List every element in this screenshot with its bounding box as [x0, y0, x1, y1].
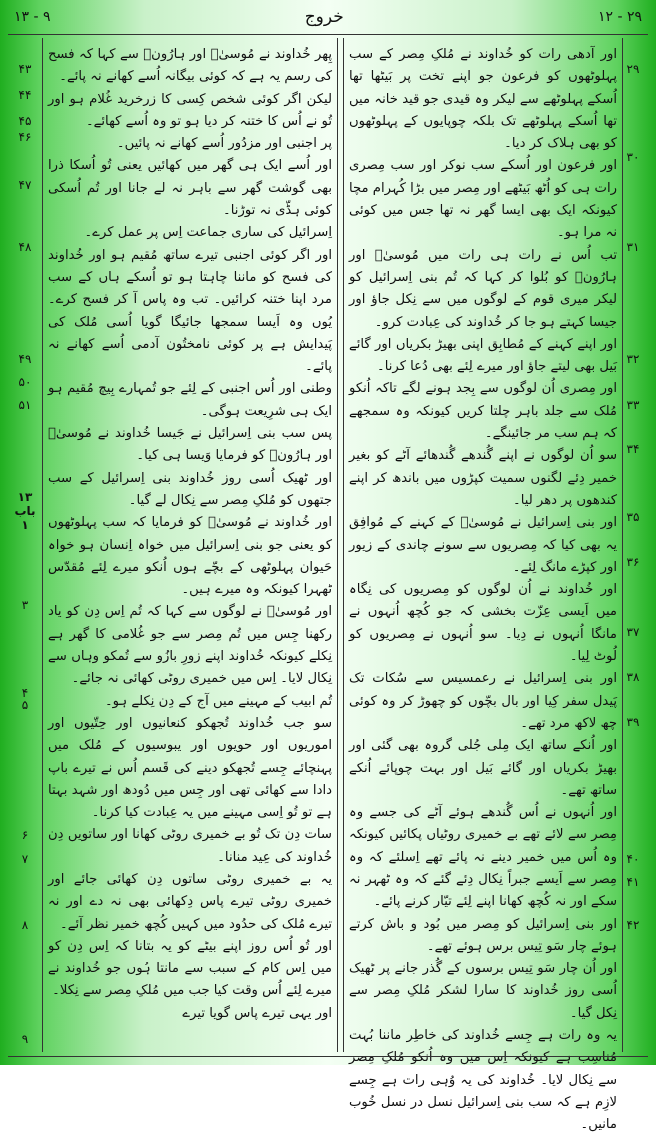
page-title: خروج [304, 7, 344, 27]
header-right-reference: ۱۲ - ۲۹ [597, 9, 642, 25]
verse-text: اور اُن چار سَو تِیس برسوں کے گُذر جانے پر ٹھیک اُسی روز خُداوند کا سارا لشکر مُلکِ مِصر سے نِکل گیا۔ [349, 961, 617, 1021]
verse-text: پس سب بنی اِسرائیل نے جَیسا خُداوند نے مُوسیٰؔ اور ہارُونؔ کو فرمایا وَیسا ہی کیا۔ [48, 426, 332, 464]
header-left-reference: ۱۳ - ۹ [14, 9, 51, 25]
verse-text: اور بنی اِسرائیل نے مُوسیٰؔ کے کہنے کے مُوافِق یہ بھی کیا کہ مِصریوں سے سونے چاندی کے زیور اور کپڑے مانگ لِئے۔ [349, 515, 617, 575]
verse-text: اور فرعون اور اُسکے سب نوکر اور سب مِصری رات ہی کو اُٹھ بَیٹھے اور مِصر میں بڑا کُہرام مچا کیونکہ ایک بھی ایسا گھر نہ تھا جس میں کوئی نہ مرا ہو۔ [349, 158, 617, 241]
left-margin-divider [42, 38, 43, 1052]
verse-number: ۳۵ [626, 510, 640, 524]
verse-text: سو جب خُداوند تُجھکو کنعانیوں اور حِتّیوں اور اموریوں اور حویوں اور یبوسیوں کے مُلک میں پہنچائے جِسے تُجھکو دینے کی قَسم اُس نے تیرے باپ دادا سے کھائی تھی اور جِس میں دُودھ اور شہد بہتا ہے تو تُو اِسی مہینے میں یہ عِبادت کیا کرنا۔ [48, 715, 332, 821]
verse-text: لیکن اگر کوئی شخص کِسی کا زرخرید غُلام ہو اور تُو نے اُس کا ختنہ کر دیا ہو تو وہ اُسے کھائے۔ [48, 91, 332, 129]
verse-number: ۴۱ [626, 875, 640, 889]
footer-rule [8, 1056, 648, 1057]
verse-number: ۸ [21, 918, 29, 932]
verse-number: ۳۶ [626, 555, 640, 569]
verse-number: ۳۹ [626, 715, 640, 729]
verse-number: ۵۱ [18, 398, 32, 412]
verse-text: اور بنی اِسرائیل نے رعمسیس سے سُکات تک پَیدل سفر کِیا اور بال بچّوں کو چھوڑ کر وہ کوئی چھ لاکھ مرد تھے۔ [349, 671, 617, 731]
verse-text: اور اُنکے ساتھ ایک مِلی جُلی گروہ بھی گئی اور بھیڑ بکریاں اور گائے بَیل اور بہت چوپائے اُنکے ساتھ تھے۔ [349, 738, 617, 798]
verse-text: اور خُداوند نے مُوسیٰؔ کو فرمایا کہ سب پہلوٹھوں کو یعنی جو بنی اِسرائیل میں خواہ اِنسان ہو خواہ حَیوان پہلوٹھی کے بچّے ہوں اُنکو میرے لِئے مُقدّس ٹھہرا کیونکہ وہ میرے ہیں۔ [48, 515, 332, 598]
verse-text: سات دِن تک تُو بے خمیری روٹی کھانا اور ساتویں دِن خُداوند کی عِید منانا۔ [48, 827, 332, 865]
verse-text: اور بنی اِسرائیل کو مِصر میں بُود و باش کرتے ہوئے چار سَو تِیس برس ہوئے تھے۔ [349, 916, 617, 954]
verse-text: پِھر خُداوند نے مُوسیٰؔ اور ہارُونؔ سے کہا کہ فسح کی رسم یہ ہے کہ کوئی بیگانہ اُسے کھانے نہ پائے۔ [48, 47, 332, 85]
verse-number: ۴۹ [18, 352, 32, 366]
verse-number: ۶ [21, 828, 29, 842]
verse-number: ۳۸ [626, 670, 640, 684]
verse-number: ۵ [21, 698, 29, 712]
verse-text: یہ بے خمیری روٹی ساتوں دِن کھائی جائے اور خمیری روٹی تیرے پاس دِکھائی بھی نہ دے اور نہ تیرے مُلک کی حدُود میں کہیں کُچھ خمیر نظر آئے۔ [48, 871, 332, 932]
verse-text: اور خُداوند نے اُن لوگوں کو مِصریوں کی نِگاہ میں اَیسی عِزّت بخشی کہ جو کُچھ اُنہوں نے مانگا اُنہوں نے دِیا۔ سو اُنہوں نے مِصریوں کو لُوٹ لِیا۔ [349, 582, 617, 665]
verse-text: اور اُسے ایک ہی گھر میں کھائیں یعنی تُو اُسکا ذرا بھی گوشت گھر سے باہر نہ لے جانا اور تُم اُسکی کوئی ہڈّی نہ توڑنا۔ [48, 158, 332, 219]
verse-text: تُم ابیب کے مہینے میں آج کے دِن نِکلے ہو۔ [104, 693, 332, 709]
verse-text: اور مِصری اُن لوگوں سے بِجد ہونے لگے تاکہ اُنکو مُلک سے جلد باہر چلتا کریں کیونکہ وہ سمجھے کہ ہم سب مر جائینگے۔ [349, 381, 617, 442]
verse-number: ۴۴ [18, 88, 32, 102]
verse-text: اور ٹھیک اُسی روز خُداوند بنی اِسرائیل کے سب جتھوں کو مُلکِ مِصر سے نِکال لے گیا۔ [48, 470, 332, 508]
verse-number: ۹ [21, 1032, 29, 1046]
verse-number: ۳۴ [626, 442, 640, 456]
verse-text: وطنی اور اُس اجنبی کے لِئے جو تُمہارے بِیچ مُقیم ہو ایک ہی شرِیعت ہوگی۔ [48, 381, 332, 419]
verse-number: ۳ [21, 598, 29, 612]
verse-number: ۳۷ [626, 625, 640, 639]
verse-number: ۴۶ [18, 130, 32, 144]
verse-text: اور اپنے کہنے کے مُطابِق اپنی بھیڑ بکریاں اور گائے بَیل بھی لیتے جاؤ اور میرے لِئے بھی دُعا کرنا۔ [349, 336, 617, 375]
verse-number: ۲۹ [626, 62, 640, 76]
chapter-marker: ۱۳ باب ۱ [14, 490, 36, 532]
verse-text: پر اجنبی اور مزدُور اُسے کھانے نہ پائیں۔ [116, 136, 332, 152]
center-divider [337, 38, 338, 1052]
verse-number: ۴۷ [18, 178, 32, 192]
verse-number: ۳۲ [626, 352, 640, 366]
page-header [0, 0, 656, 34]
verse-text: یہ وہ رات ہے جِسے خُداوند کی خاطِر ماننا بُہت مُناسِب ہے کیونکہ اِس میں وہ اُنکو مُلکِ مِصر سے نِکال لایا۔ خُداوند کی یہ وُہی رات ہے جِسے لازِم ہے کہ سب بنی اِسرائیل نسل در نسل خُوب مانیں۔ [349, 1028, 617, 1133]
verse-number: ۴۰ [626, 852, 640, 866]
verse-number: ۷ [21, 852, 29, 866]
verse-number: ۴۸ [18, 240, 32, 254]
center-divider-inner [343, 38, 344, 1052]
verse-number: ۳۳ [626, 398, 640, 412]
verse-number: ۴۵ [18, 114, 32, 128]
verse-text: اور آدھی رات کو خُداوند نے مُلکِ مِصر کے سب پہلوٹھوں کو فرعون جو اپنے تخت پر بَیٹھا تھا اُسکے پہلوٹھے سے لیکر وہ قیدی جو قید خانہ میں تھا اُسکے پہلوٹھے تک بلکہ چوپایوں کے پہلوٹھوں کو بھی ہلاک کر دیا۔ [349, 47, 617, 152]
verse-text: اور تُو اُس روز اپنے بیٹے کو یہ بتانا کہ اِس دِن کو میں اِس کام کے سبب سے مانتا ہُوں جو خُداوند نے میرے لِئے اُس وقت کیا جب میں مُلکِ مِصر سے نِکلا۔ [48, 938, 332, 999]
verse-text: تب اُس نے رات ہی رات میں مُوسیٰؔ اور ہارُونؔ کو بُلوا کر کہا کہ تُم بنی اِسرائیل کو لیکر میری قوم کے لوگوں میں سے نِکل جاؤ اور جیسا کہتے ہو جا کر خُداوند کی عِبادت کرو۔ [349, 247, 617, 330]
verse-text: سو اُن لوگوں نے اپنے گُندھے گُندھائے آٹے کو بغیر خمیر دِئے لگنوں سمیت کپڑوں میں باندھ کر اپنے کندھوں پر دھر لیا۔ [349, 448, 617, 508]
verse-text: اور اُنہوں نے اُس گُندھے ہوئے آٹے کی جسے وہ مِصر سے لائے تھے بے خمیری روٹیاں پکائیں کیونکہ وہ اُس میں خمیر دینے نہ پائے تھے اِسلئے کہ وہ مِصر سے اَیسے جبراً نِکال دِئے گئے کہ وہ ٹھہر نہ سکے اور نہ کُچھ کھانا اپنے لِئے تیّار کرنے پائے۔ [349, 805, 617, 910]
verse-number: ۴۳ [18, 62, 32, 76]
right-margin-divider [622, 38, 623, 1052]
verse-text: اور مُوسیٰؔ نے لوگوں سے کہا کہ تُم اِس دِن کو یاد رکھنا جِس میں تُم مِصر سے جو غُلامی کا گھر ہے نِکلے کیونکہ خُداوند اپنے زورِ بازُو سے تُمکو وہاں سے نِکال لایا۔ اِس میں خمیری روٹی کھائی نہ جائے۔ [48, 604, 332, 687]
verse-text: اور یہی تیرے پاس گویا تیرے [182, 1005, 332, 1021]
verse-number: ۳۰ [626, 150, 640, 164]
verse-number: ۴۲ [626, 918, 640, 932]
header-rule [8, 34, 648, 35]
verse-number: ۳۱ [626, 240, 640, 254]
verse-text: اِسرائیل کی ساری جماعت اِس پر عمل کرے۔ [84, 225, 332, 241]
left-text-column [48, 44, 332, 1052]
verse-number: ۵۰ [18, 375, 32, 389]
right-text-column [349, 44, 617, 1133]
verse-number: ۴ [21, 686, 29, 700]
verse-text: اور اگر کوئی اجنبی تیرے ساتھ مُقیم ہو اور خُداوند کی فسح کو ماننا چاہتا ہو تو اُسکے ہاں کے سب مرد اپنا ختنہ کرائیں۔ تب وہ پاس آ کر فسح کرے۔ یُوں وہ اَیسا سمجھا جائیگا گویا اُسی مُلک کی پَیدایش ہے پر کوئی نامختُون آدمی اُسے کھانے نہ پائے۔ [48, 247, 332, 375]
